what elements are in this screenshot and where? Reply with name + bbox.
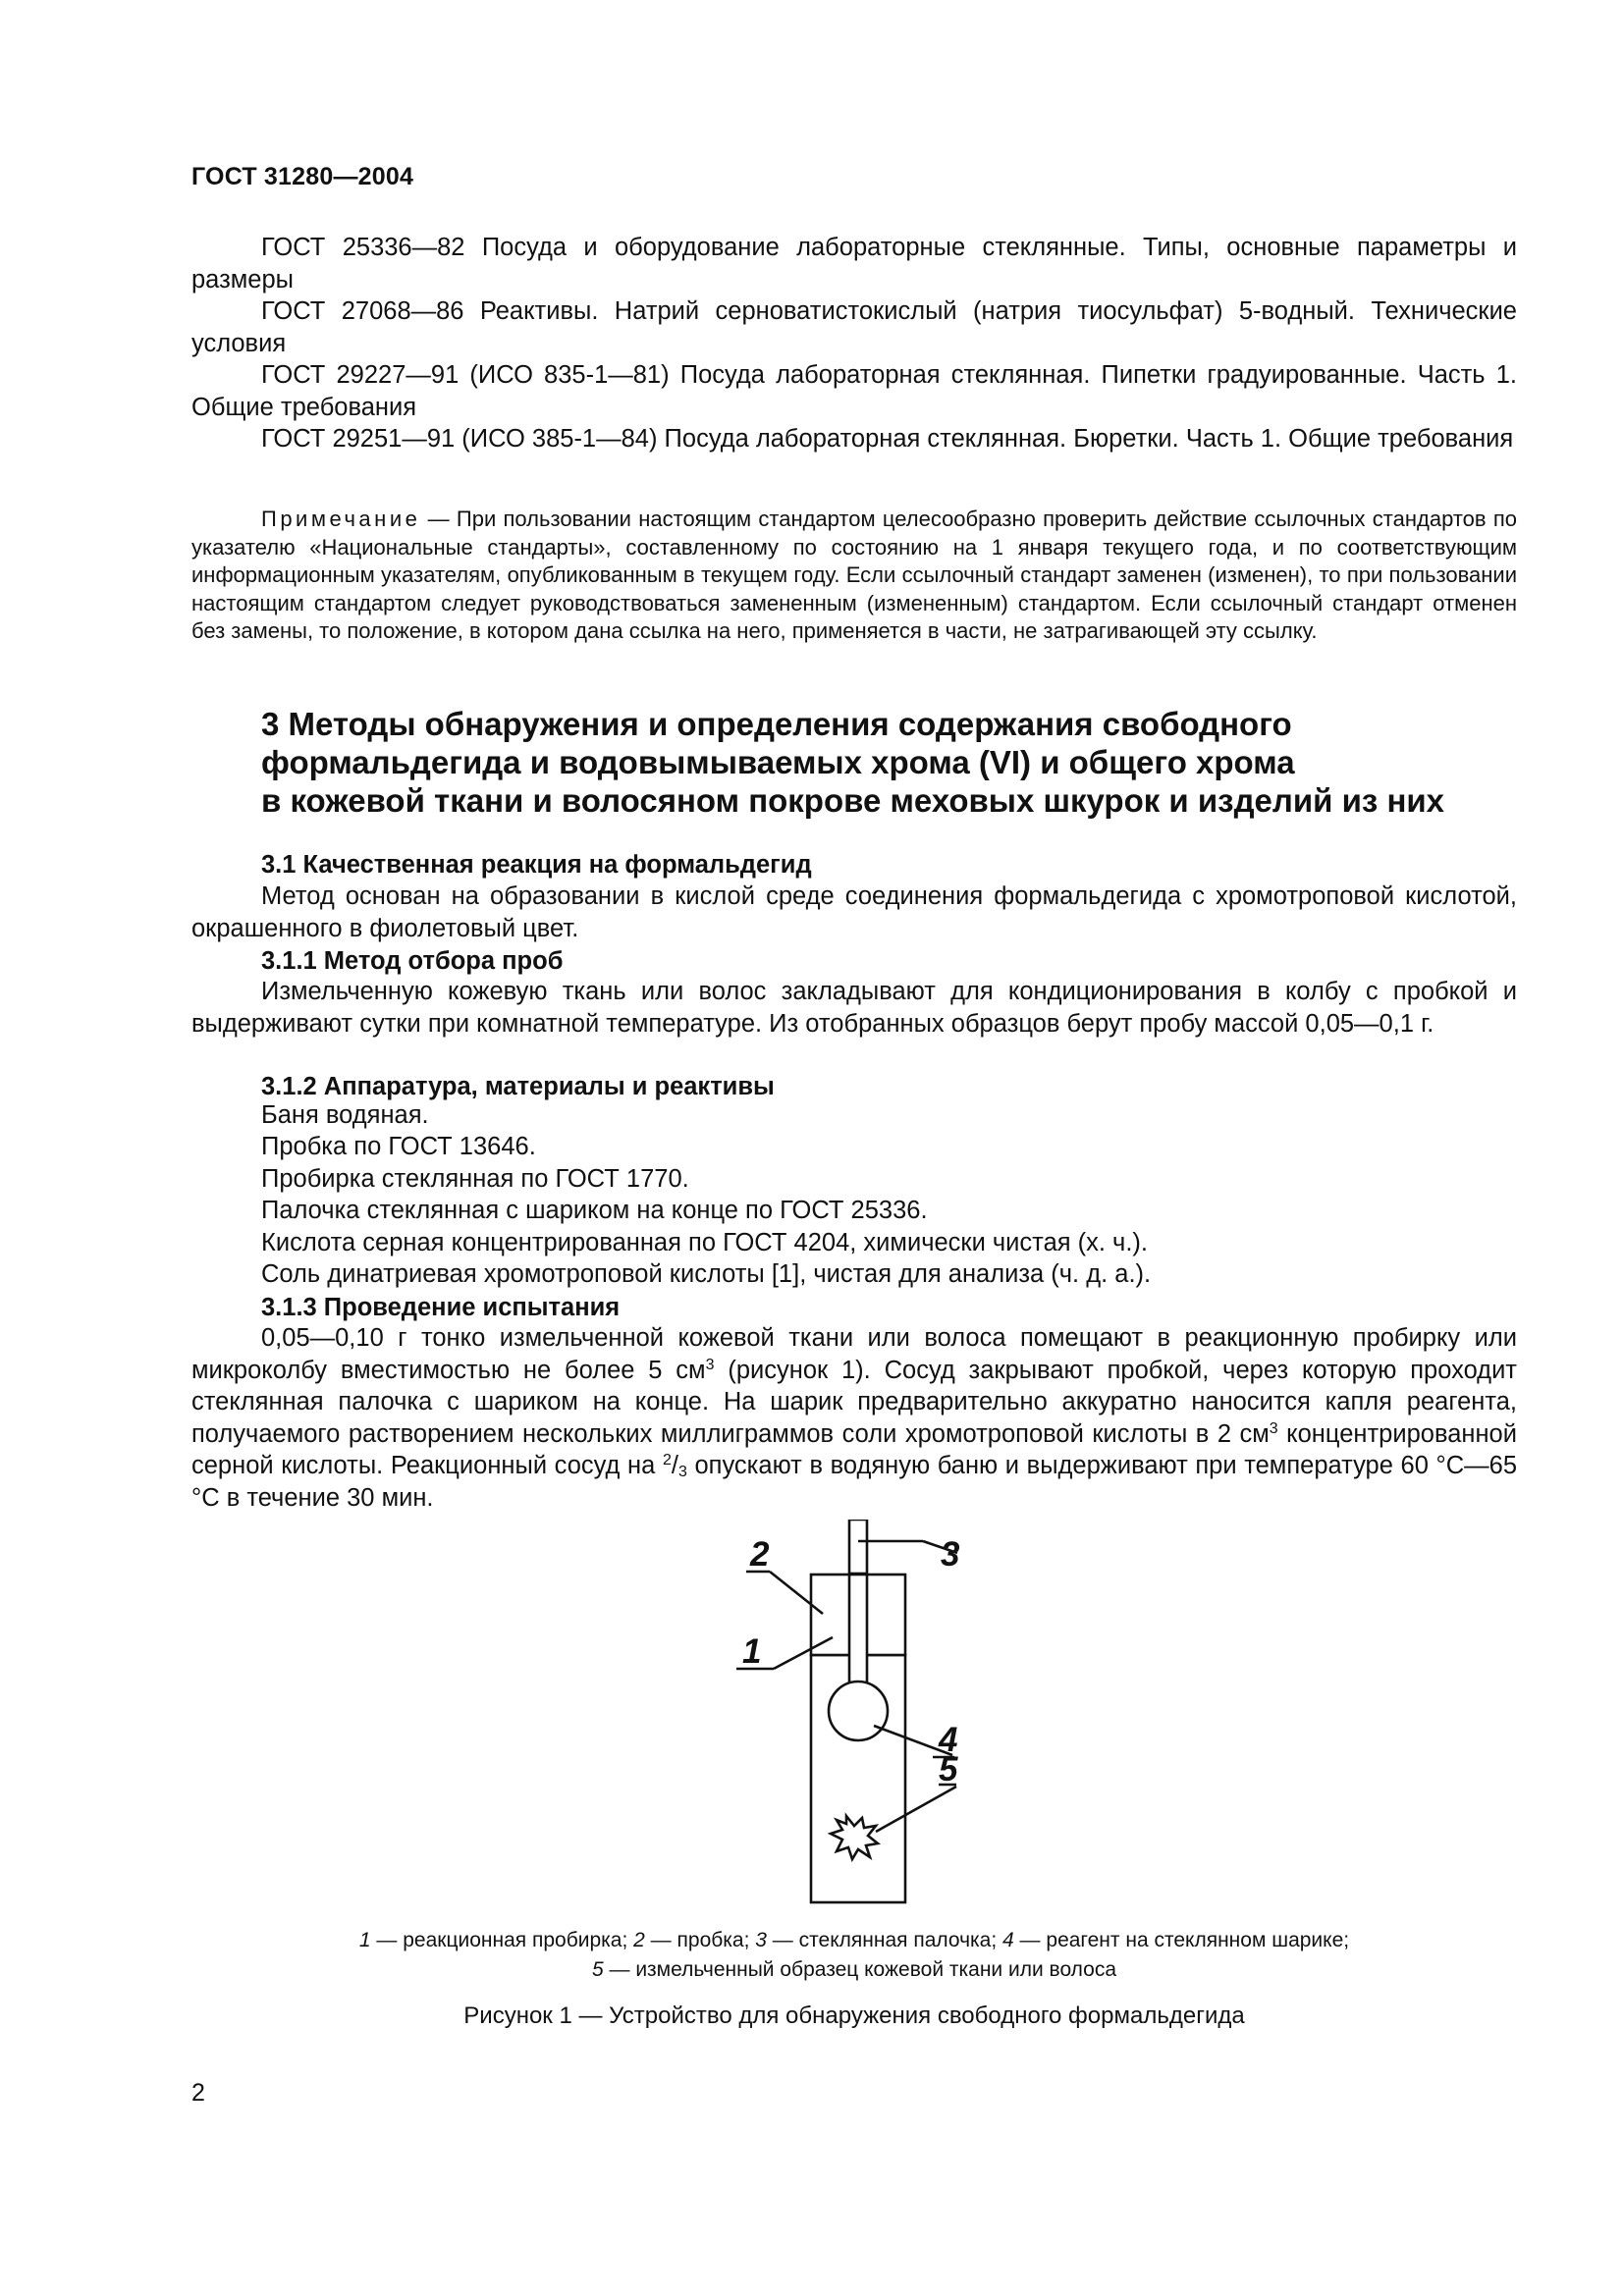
section-3-1-3-text: 0,05—0,10 г тонко измельченной кожевой ткани или волоса помещают в реакционную пробирку или микроколбу вместимостью не более 5 $см^3$ (рисунок 1). Сосуд закрывают пробкой, через которую проходит стеклянная палочка с шариком на конце. На шарик предварительно аккуратно наносится капля реагента, получаемого растворением нескольких миллиграммов соли хромотроповой кислоты в 2 $см^3$ концентрированной серной кислоты. Реакционный сосуд на $^2/_3$ опускают в водяную баню и выдерживают при температуре 60 °С—65 °С в течение 30 мин. — [191, 1324, 1517, 1512]
section-3-1-2-heading: 3.1.2 Аппаратура, материалы и реактивы — [261, 1073, 775, 1100]
section-3-1-text: Метод основан на образовании в кислой среде соединения формальдегида с хромотроповой кислотой, окрашенного в фиолетовый цвет. — [191, 882, 1517, 942]
glass-rod-shape — [849, 1575, 867, 1682]
legend-text: — реакционная пробирка; — [370, 1929, 634, 1951]
reference-gost-29227: ГОСТ 29227—91 (ИСО 835-1—81) Посуда лабораторная стеклянная. Пипетки градуированные. Часть 1. Общие требования — [191, 361, 1517, 421]
legend-text: — пробка; — [644, 1929, 756, 1951]
section-3-1-1-text: Измельченную кожевую ткань или волос закладывают для кондиционирования в колбу с пробкой и выдерживают сутки при комнатной температуре. Из отобранных образцов берут пробу массой 0,05—0,1 г. — [191, 978, 1517, 1038]
legend-number: 1 — [358, 1929, 371, 1951]
legend-number: 3 — [755, 1929, 767, 1951]
figure-1-diagram — [707, 1520, 982, 1912]
legend-text: — реагент на стеклянном шарике; — [1013, 1929, 1350, 1951]
document-header: ГОСТ 31280—2004 — [191, 163, 414, 190]
legend-number: 5 — [591, 1958, 604, 1981]
figure-caption: Рисунок 1 — Устройство для обнаружения свободного формальдегида — [463, 2002, 1245, 2029]
figure-label-5: 5 — [939, 1750, 958, 1789]
legend-number: 4 — [1002, 1929, 1014, 1951]
figure-label-4: 4 — [939, 1721, 958, 1759]
equipment-item: Пробка по ГОСТ 13646. — [261, 1133, 536, 1160]
equipment-item: Пробирка стеклянная по ГОСТ 1770. — [261, 1165, 689, 1193]
section-3-1-1-heading: 3.1.1 Метод отбора проб — [261, 947, 564, 975]
reference-gost-27068: ГОСТ 27068—86 Реактивы. Натрий серноватистокислый (натрия тиосульфат) 5-водный. Технические условия — [191, 297, 1517, 357]
note-text: — При пользовании настоящим стандартом целесообразно проверить действие ссылочных стандартов по указателю «Национальные стандарты», составленному по состоянию на 1 января текущего года, и по соответствующим информационным указателям, опубликованным в текущем году. Если ссылочный стандарт заменен (изменен), то при пользовании настоящим стандартом следует руководствоваться замененным (измененным) стандартом. Если ссылочный стандарт отменен без замены, то положение, в котором дана ссылка на него, применяется в части, не затрагивающей эту ссылку. — [191, 507, 1517, 643]
section-3-1-3-heading: 3.1.3 Проведение испытания — [261, 1294, 621, 1321]
figure-legend — [191, 1926, 1517, 1985]
equipment-item: Баня водяная. — [261, 1101, 429, 1129]
reference-gost-25336: ГОСТ 25336—82 Посуда и оборудование лабораторные стеклянные. Типы, основные параметры и размеры — [191, 234, 1517, 294]
equipment-item: Кислота серная концентрированная по ГОСТ 4204, химически чистая (х. ч.). — [261, 1229, 1148, 1256]
equipment-item: Соль динатриевая хромотроповой кислоты [1], чистая для анализа (ч. д. а.). — [261, 1260, 1152, 1288]
figure-label-2: 2 — [750, 1535, 770, 1574]
references-note — [191, 506, 1517, 646]
legend-line — [191, 1926, 1517, 1955]
glass-rod-top-shape — [849, 1520, 867, 1574]
equipment-item: Палочка стеклянная с шариком на конце по ГОСТ 25336. — [261, 1197, 928, 1224]
legend-text: — измельченный образец кожевой ткани или волоса — [603, 1958, 1117, 1981]
reference-gost-29251: ГОСТ 29251—91 (ИСО 385-1—84) Посуда лабораторная стеклянная. Бюретки. Часть 1. Общие требования — [261, 425, 1514, 453]
figure-label-1: 1 — [742, 1632, 762, 1671]
page-number: 2 — [191, 2079, 205, 2107]
figure-label-3: 3 — [941, 1535, 960, 1574]
legend-number: 2 — [633, 1929, 645, 1951]
legend-text: — стеклянная палочка; — [766, 1929, 1003, 1951]
note-label: Примечание — [261, 507, 421, 531]
section-3-title: 3 Методы обнаружения и определения содержания свободного формальдегида и водовымываемых хрома (VI) и общего хрома в кожевой ткани и волосяном покрове меховых шкурок и изделий из них — [261, 706, 1445, 819]
section-3-1-heading: 3.1 Качественная реакция на формальдегид — [261, 851, 812, 879]
legend-line — [191, 1955, 1517, 1985]
reagent-ball-shape — [829, 1682, 888, 1740]
